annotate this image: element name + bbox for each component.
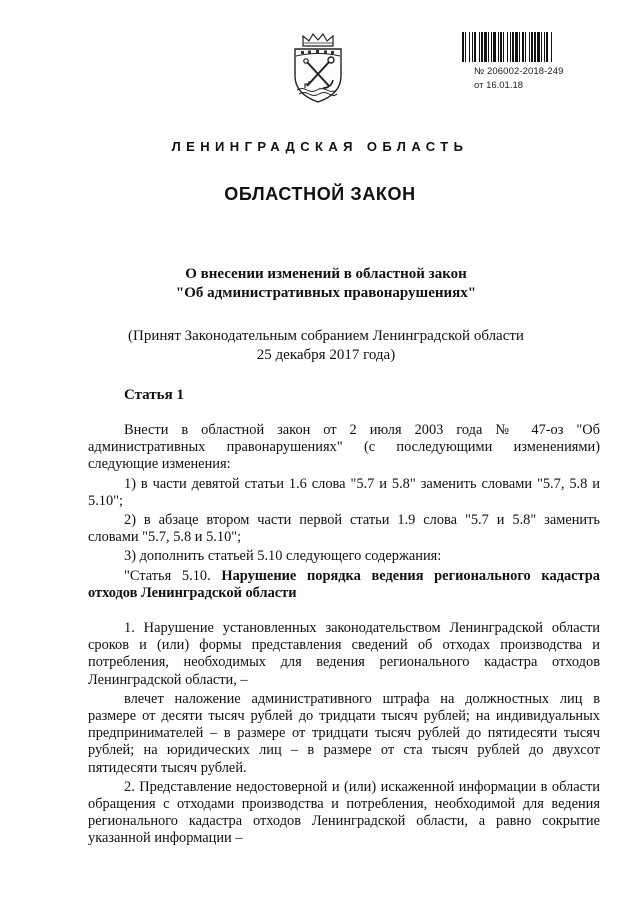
amendment-item-1: 1) в части девятой статьи 1.6 слова "5.7 и 5.8" заменить словами "5.7, 5.8 и 5.10"; [88, 475, 600, 509]
document-number: № 206002-2018-249 [474, 66, 564, 77]
barcode [462, 32, 608, 62]
law-title-line-2: "Об административных правонарушениях" [175, 285, 477, 301]
law-title-line-1: О внесении изменений в областной закон [185, 266, 467, 282]
adoption-note-line-2: 25 декабря 2017 года) [256, 347, 396, 363]
document-type-heading: ОБЛАСТНОЙ ЗАКОН [224, 184, 416, 204]
article-heading: Статья 1 [124, 387, 184, 403]
intro-paragraph: Внести в областной закон от 2 июля 2003 года № 47-оз "Об административных правонарушениях" (с последующими изменениями) следующие изменения: [88, 422, 600, 473]
adoption-note-line-1: (Принят Законодательным собранием Ленинградской области [128, 328, 524, 344]
article-part-1: 1. Нарушение установленных законодательством Ленинградской области сроков и (или) формы представления сведений об отходах производства и потребления, необходимых для ведения регионального кадастра отходов Ленинградской области, – [88, 620, 600, 688]
document-body [88, 422, 600, 848]
new-article-heading [88, 568, 600, 602]
amendment-item-3: 3) дополнить статьей 5.10 следующего содержания: [124, 548, 442, 565]
document-date: от 16.01.18 [474, 80, 524, 91]
region-heading: ЛЕНИНГРАДСКАЯ ОБЛАСТЬ [171, 139, 469, 154]
new-article-title: Нарушение порядка ведения регионального кадастра отходов Ленинградской области [88, 567, 600, 601]
amendment-item-2: 2) в абзаце втором части первой статьи 1.9 слова "5.7 и 5.8" заменить словами "5.7, 5.8 и 5.10"; [88, 512, 600, 546]
adoption-note [0, 327, 640, 365]
law-title [0, 265, 640, 303]
article-part-2: 2. Представление недостоверной и (или) искаженной информации в области обращения с отходами производства и потребления, необходимой для ведения регионального кадастра отходов Ленинградской области, а равно сокрытие указанной информации – [88, 778, 600, 847]
new-article-prefix: "Статья 5.10. [124, 567, 222, 584]
coat-of-arms-icon [289, 32, 347, 104]
penalty-paragraph-1: влечет наложение административного штрафа на должностных лиц в размере от десяти тысяч рублей до тридцати тысяч рублей; на индивидуальных предпринимателей – в размере от тридцати тысяч рублей до пятидесяти тысяч рублей; на юридических лиц – в размере от ста тысяч рублей до двухсот пятидесяти тысяч рублей. [88, 690, 600, 776]
